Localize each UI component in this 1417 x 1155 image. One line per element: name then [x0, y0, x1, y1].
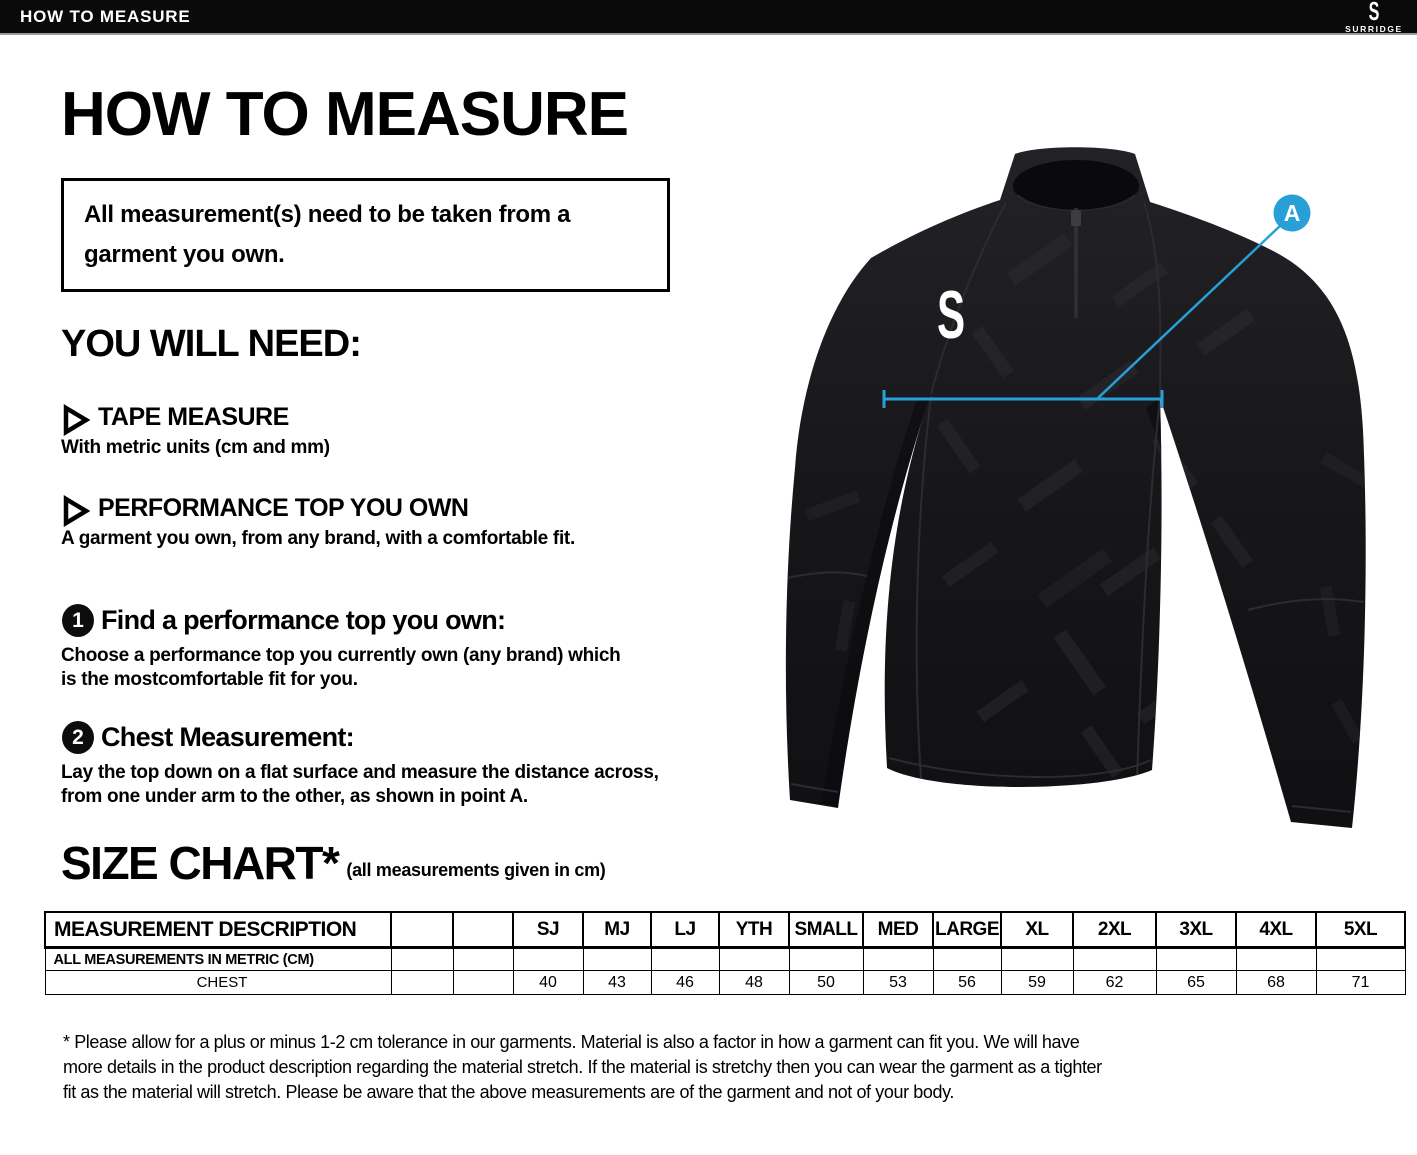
col-header-size: MJ [583, 912, 651, 948]
col-header-size: LJ [651, 912, 719, 948]
need-item-title: TAPE MEASURE [98, 403, 289, 431]
step-desc-line-1: Lay the top down on a flat surface and measure the distance across, [61, 762, 659, 783]
col-header-size: YTH [719, 912, 789, 948]
top-bar-title: HOW TO MEASURE [20, 6, 191, 26]
surridge-s-icon [1359, 1, 1389, 23]
col-header-measurement-description: MEASUREMENT DESCRIPTION [45, 912, 391, 948]
row-label: ALL MEASUREMENTS IN METRIC (CM) [45, 948, 391, 971]
row-label: CHEST [45, 971, 391, 995]
need-item-tape-measure [61, 402, 330, 459]
chest-value: 48 [719, 971, 789, 995]
step-2 [61, 721, 659, 809]
col-header-size: 2XL [1073, 912, 1156, 948]
notice-line-2: garment you own. [84, 241, 285, 268]
chest-value: 62 [1073, 971, 1156, 995]
svg-text:S: S [937, 276, 966, 353]
surridge-chest-logo [937, 277, 965, 353]
notice-line-1: All measurement(s) need to be taken from a [84, 201, 571, 228]
size-chart-subtitle: (all measurements given in cm) [346, 860, 606, 880]
size-chart-title: SIZE CHART* [61, 837, 339, 889]
step-number-badge: 1 [62, 604, 94, 637]
point-a-marker [1274, 195, 1311, 232]
page-title: HOW TO MEASURE [61, 80, 628, 149]
step-desc-line-1: Choose a performance top you currently own (any brand) which [61, 645, 621, 666]
need-item-title: PERFORMANCE TOP YOU OWN [98, 494, 469, 522]
step-title: Chest Measurement: [101, 722, 354, 752]
surridge-wordmark: SURRIDGE [1345, 24, 1403, 34]
need-item-desc: With metric units (cm and mm) [61, 437, 330, 458]
you-will-need-heading: YOU WILL NEED: [61, 323, 361, 365]
col-header-size: MED [863, 912, 933, 948]
table-row-metric-note [45, 948, 1405, 971]
chest-value: 46 [651, 971, 719, 995]
need-item-performance-top [61, 493, 575, 550]
chest-value: 43 [583, 971, 651, 995]
chest-value: 56 [933, 971, 1001, 995]
col-header-size: 3XL [1156, 912, 1236, 948]
tolerance-footnote: * Please allow for a plus or minus 1-2 cm tolerance in our garments. Material is also a factor in how a garment can fit you. We will have more details in the product description regarding the material stretch. If the material is stretchy then you can wear the garment as a tighter fit as the material will stretch. Please be aware that the above measurements are of the garment and not of your body. [63, 1032, 1102, 1102]
surridge-logo [1341, 1, 1407, 34]
col-header-size: SJ [513, 912, 583, 948]
col-header-size: 5XL [1316, 912, 1405, 948]
col-header-size: SMALL [789, 912, 863, 948]
chest-value: 50 [789, 971, 863, 995]
notice-box [61, 178, 670, 292]
garment-figure [780, 140, 1417, 852]
chest-value: 40 [513, 971, 583, 995]
table-header-row [45, 912, 1405, 948]
triangle-bullet-icon [62, 495, 90, 527]
step-1 [61, 604, 620, 692]
chest-value: 53 [863, 971, 933, 995]
chest-value: 59 [1001, 971, 1073, 995]
chest-value: 68 [1236, 971, 1316, 995]
svg-text:S: S [1368, 1, 1380, 23]
step-title: Find a performance top you own: [101, 605, 506, 635]
chest-value: 71 [1316, 971, 1405, 995]
col-header-size: LARGE [933, 912, 1001, 948]
col-header-blank [453, 912, 513, 948]
svg-text:A: A [1283, 200, 1301, 226]
step-desc-line-2: from one under arm to the other, as shown in point A. [61, 786, 528, 807]
step-desc-line-2: is the mostcomfortable fit for you. [61, 669, 358, 690]
size-chart-table [44, 911, 1406, 995]
need-item-desc: A garment you own, from any brand, with a comfortable fit. [61, 528, 575, 549]
step-description [61, 761, 659, 809]
size-chart-heading [61, 837, 606, 889]
step-number-badge: 2 [62, 721, 94, 754]
top-bar[interactable] [0, 0, 1417, 35]
step-description [61, 644, 620, 692]
chest-value: 65 [1156, 971, 1236, 995]
col-header-blank [391, 912, 453, 948]
col-header-size: 4XL [1236, 912, 1316, 948]
triangle-bullet-icon [62, 404, 90, 436]
col-header-size: XL [1001, 912, 1073, 948]
table-row-chest [45, 971, 1405, 995]
